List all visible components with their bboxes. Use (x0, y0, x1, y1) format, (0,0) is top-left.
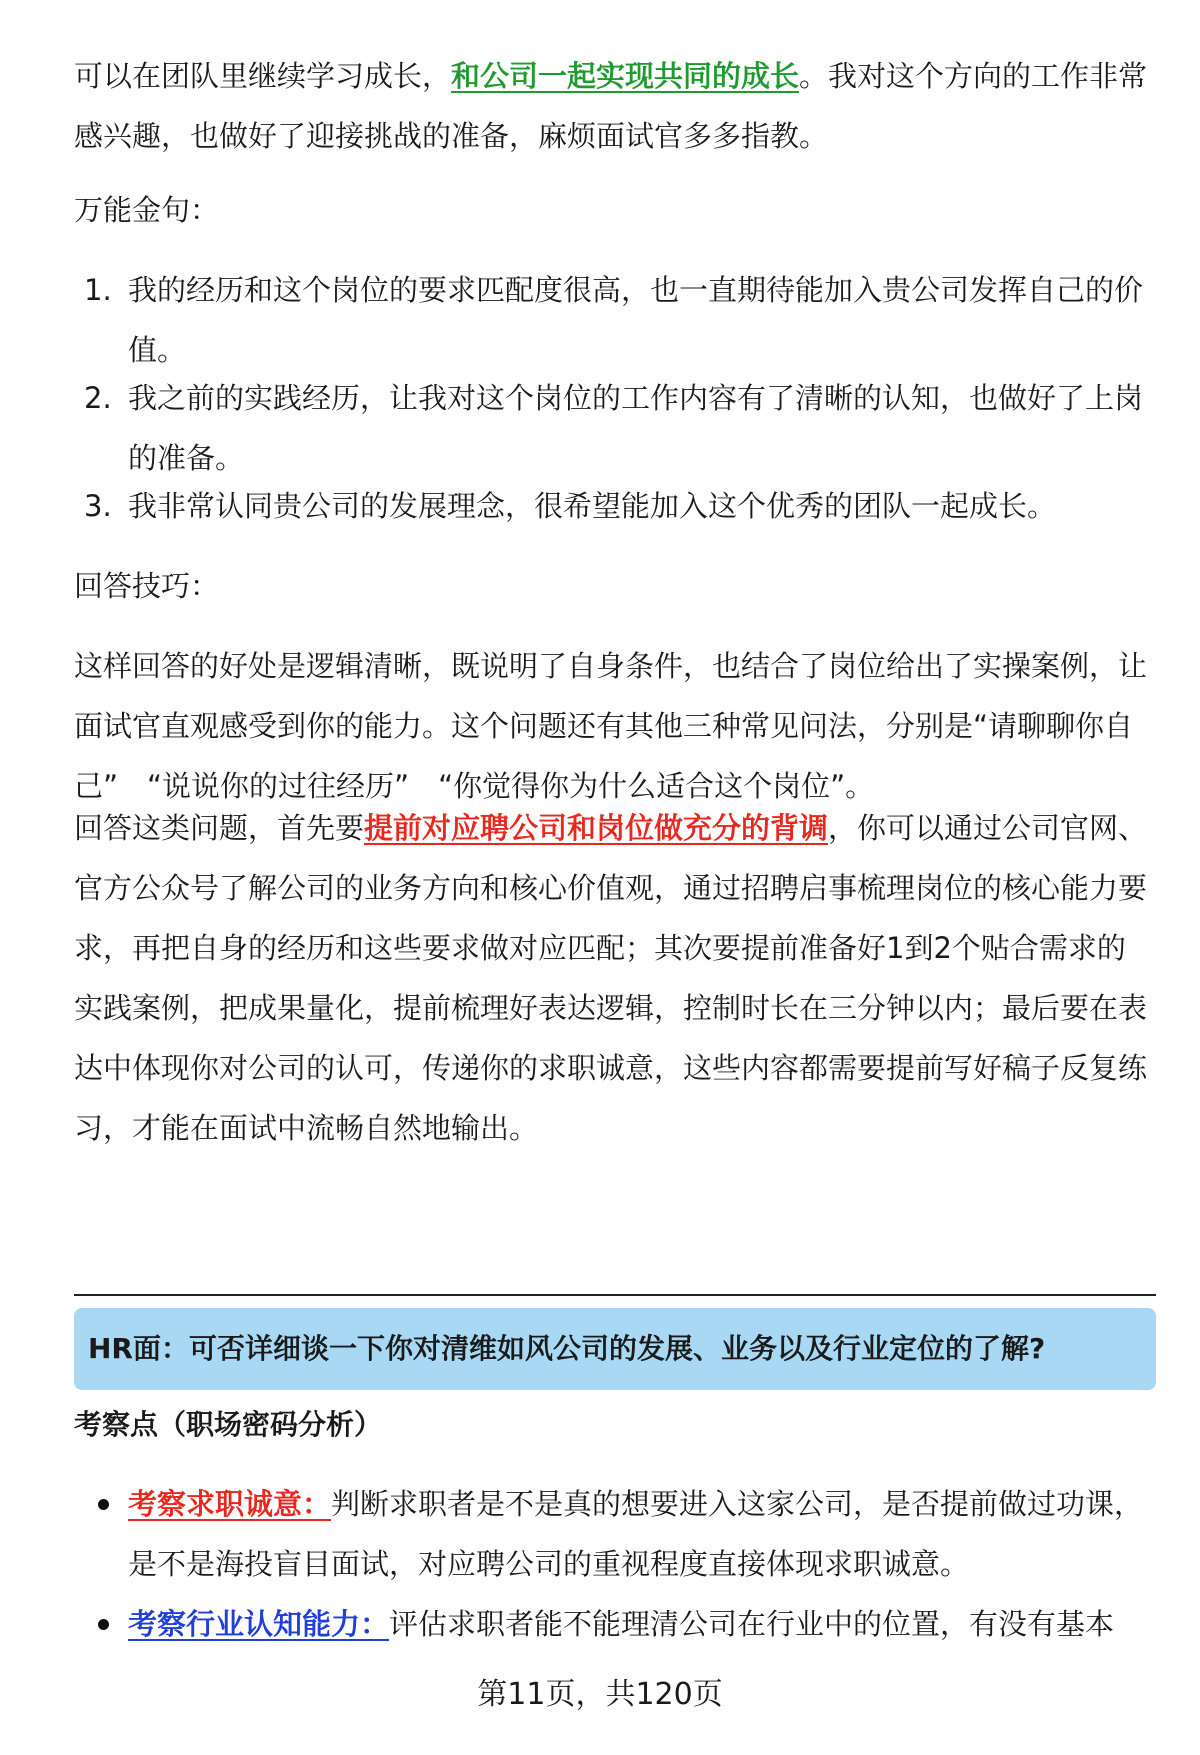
bullet-dot-icon (98, 1499, 109, 1510)
bullet-item-2 (74, 1594, 1154, 1654)
bullet-item-1 (74, 1474, 1154, 1594)
bullet-text: 判断求职者是不是真的想要进入这家公司，是否提前做过功课，是不是海投盲目面试，对应聘公司的重视程度直接体现求职诚意。 (128, 1487, 1144, 1581)
bullet-text: 评估求职者能不能理清公司在行业中的位置，有没有基本 (389, 1607, 1115, 1641)
list-number: 1. (84, 273, 112, 307)
analysis-title: 考察点（职场密码分析） (74, 1408, 383, 1441)
list-item-text: 我的经历和这个岗位的要求匹配度很高，也一直期待能加入贵公司发挥自己的价值。 (128, 273, 1144, 367)
tips-text-before: 回答这类问题，首先要 (74, 811, 365, 845)
intro-text-before: 可以在团队里继续学习成长， (74, 59, 452, 93)
list-item-text: 我之前的实践经历，让我对这个岗位的工作内容有了清晰的认知，也做好了上岗的准备。 (128, 381, 1144, 475)
golden-item-3 (74, 476, 1154, 536)
golden-item-2 (74, 368, 1154, 488)
bullet-label: 考察求职诚意： (128, 1487, 332, 1521)
bullet-dot-icon (98, 1619, 109, 1630)
hr-question-box: HR面：可否详细谈一下你对清维如风公司的发展、业务以及行业定位的了解? (74, 1308, 1156, 1390)
list-number: 2. (84, 381, 112, 415)
golden-title: 万能金句： (74, 193, 220, 227)
tips-paragraph-2 (74, 798, 1154, 1158)
section-divider (74, 1294, 1156, 1296)
intro-text-after: 。我对这个方向的工作非常感兴趣，也做好了迎接挑战的准备，麻烦面试官多多指教。 (74, 59, 1148, 153)
intro-highlight: 和公司一起实现共同的成长 (451, 59, 800, 93)
tips-text-after: ，你可以通过公司官网、官方公众号了解公司的业务方向和核心价值观，通过招聘启事梳理岗位的核心能力要求，再把自身的经历和这些要求做对应匹配；其次要提前准备好1到2个贴合需求的实践案例，把成果量化，提前梳理好表达逻辑，控制时长在三分钟以内；最后要在表达中体现你对公司的认可，传递你的求职诚意，这些内容都需要提前写好稿子反复练习，才能在面试中流畅自然地输出。 (74, 811, 1148, 1145)
list-item-text: 我非常认同贵公司的发展理念，很希望能加入这个优秀的团队一起成长。 (128, 489, 1057, 523)
list-number: 3. (84, 489, 112, 523)
tips-highlight: 提前对应聘公司和岗位做充分的背调 (364, 811, 829, 845)
intro-paragraph (74, 46, 1154, 166)
golden-item-1 (74, 260, 1154, 380)
bullet-content (128, 1474, 1154, 1594)
tips-title: 回答技巧： (74, 569, 220, 603)
bullet-content (128, 1594, 1154, 1654)
tips-paragraph-1: 这样回答的好处是逻辑清晰，既说明了自身条件，也结合了岗位给出了实操案例，让面试官直观感受到你的能力。这个问题还有其他三种常见问法，分别是“请聊聊你自己” “说说你的过往经历” “你觉得你为什么适合这个岗位”。 (74, 649, 1148, 803)
page-footer: 第11页，共120页 (477, 1677, 723, 1712)
bullet-label: 考察行业认知能力： (128, 1607, 390, 1641)
